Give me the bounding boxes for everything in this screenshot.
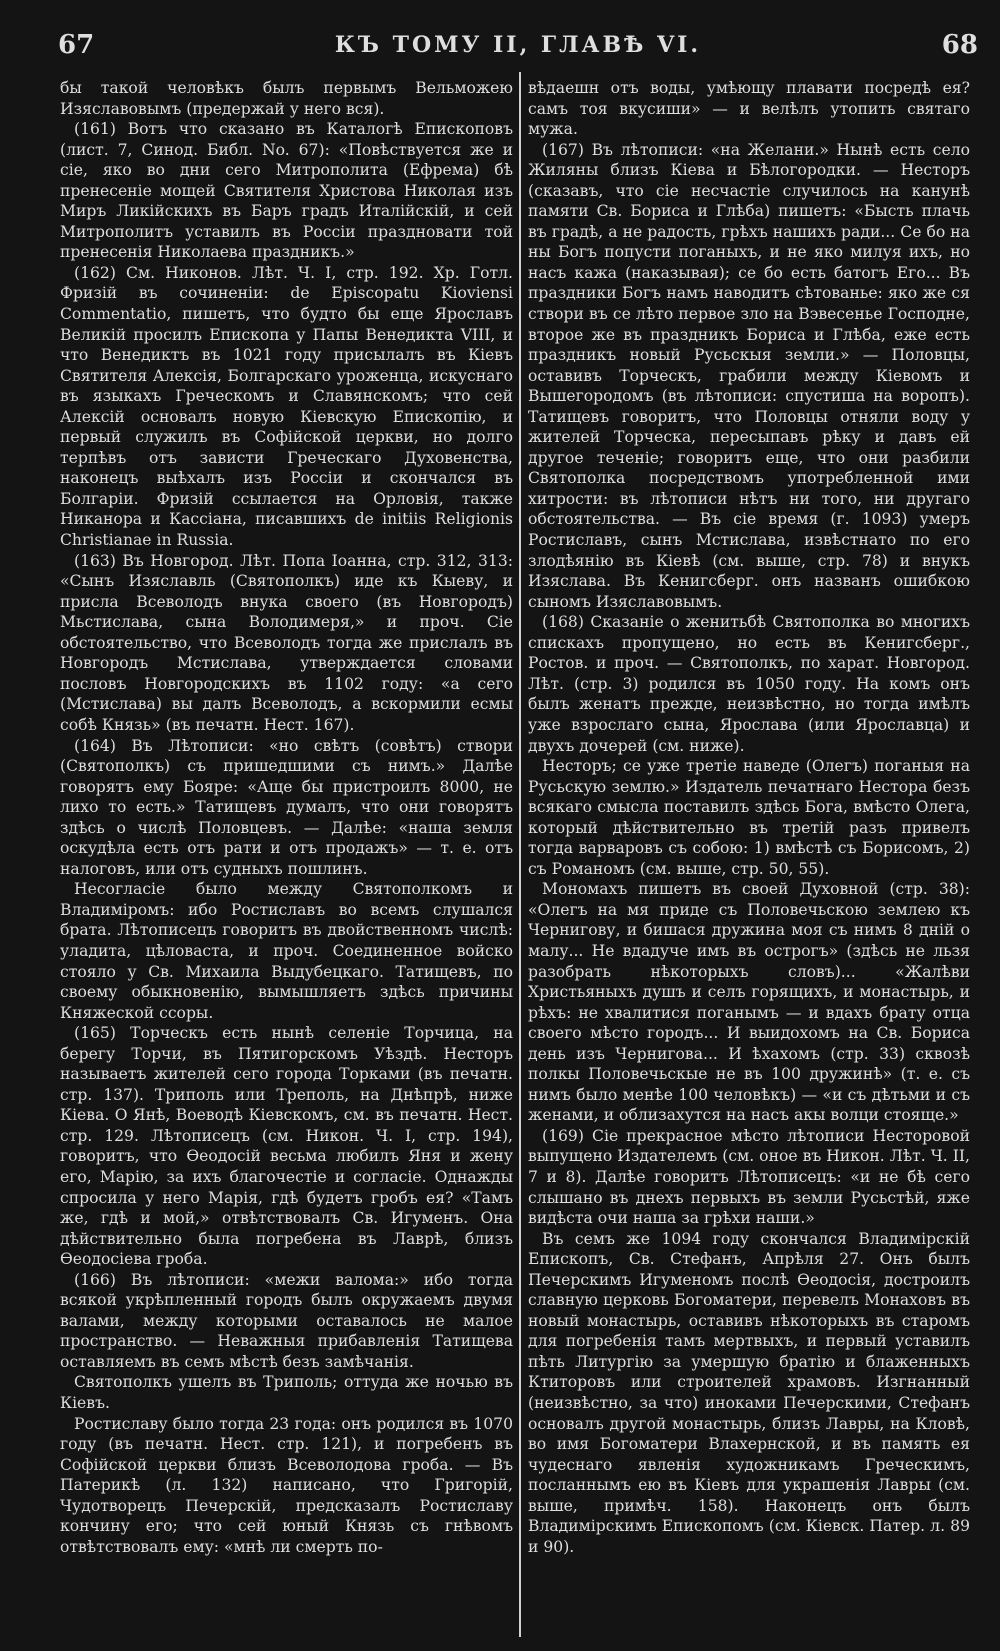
note-166: (166) Въ лѣтописи: «межи валома:» ибо тогда всякой укрѣпленный городъ былъ окружаемъ двумя валами, между которыми оставалось не малое пространство. — Неважныя прибавленія Татищева оставляемъ въ семъ мѣстѣ безъ замѣчанія.	[60, 1270, 513, 1371]
column-divider	[519, 72, 521, 1637]
page-title: КЪ ТОМУ II, ГЛАВѢ VI.	[334, 32, 702, 58]
note-161: (161) Вотъ что сказано въ Каталогѣ Епископовъ (лист. 7, Синод. Библ. No. 67): «Повѣствуется же и сіе, яко во дни сего Митрополита (Ефрема) бѣ пренесеніе мощей Святителя Христова Николая изъ Миръ Ликійскихъ въ Баръ градъ Италійскій, и сей Митрополитъ уставилъ въ Россіи праздновати той пренесенія Николаева праздникъ.»	[60, 120, 513, 262]
note-167: (167) Въ лѣтописи: «на Желани.» Нынѣ есть село Жиляны близъ Кіева и Бѣлогородки. — Несторъ (сказавъ, что сіе несчастіе случилось на канунѣ памяти Св. Бориса и Глѣба) пишетъ: «Бысть плачь въ градѣ, а не радость, грѣхъ нашихъ ради... Се бо на ны Богъ попусти поганыхъ, и не яко милуя ихъ, но насъ кажа (наказывая); се бо есть батогъ Его... Въ праздники Богъ намъ наводитъ сѣтованье: яко же ся створи въ се лѣто первое зло на Вэвесенье Господне, второе же въ праздникъ Бориса и Глѣба, еже есть праздникъ новый Русьскыя земли.» — Половцы, оставивъ Торческъ, грабили между Кіевомъ и Вышегородомъ (въ лѣтописи: спустиша на воропъ). Татищевъ говоритъ, что Половцы отняли воду у жителей Торческа, пересыпавъ рѣку и давъ ей другое теченіе; говоритъ еще, что они разбили Святополка посредствомъ употребленной ими хитрости: въ лѣтописи нѣтъ ни того, ни другаго обстоятельства. — Въ сіе время (г. 1093) умеръ Ростиславъ, сынъ Мстислава, извѣстнато по его злодѣянію въ Кіевѣ (см. выше, стр. 78) и внукъ Изяслава. Въ Кенигсберг. онъ названъ ошибкою сыномъ Изяславовымъ.	[528, 140, 970, 611]
paragraph: Несогласіе было между Святополкомъ и Владиміромъ: ибо Ростиславъ во всемъ слушался брата. Лѣтописецъ говоритъ въ двойственномъ числѣ: уладита, цѣловаста, и проч. Соединенное войско стояло у Св. Михаила Выдубецкаго. Татищевъ, по своему обыкновенію, вымышляетъ здѣсь причины Княжеской ссоры.	[60, 880, 513, 1022]
note-162: (162) См. Никонов. Лѣт. Ч. I, стр. 192. Хр. Готл. Фризій въ сочиненіи: de Episcopatu Kioviensi Commentatio, пишетъ, что будто бы еще Ярославъ Великій просилъ Епископа у Папы Венедикта VIII, и что Венедиктъ въ 1021 году присылалъ въ Кіевъ Святителя Алексія, Болгарскаго уроженца, искуснаго въ языкахъ Греческомъ и Славянскомъ; что сей Алексій основалъ новую Кіевскую Епископію, и первый служилъ въ Софійской церкви, но долго терпѣвъ отъ зависти Греческаго Духовенства, наконецъ выѣхалъ изъ Россіи и скончался въ Болгаріи. Фризій ссылается на Орловія, также Никанора и Кассіана, писавшихъ de initiis Religionis Christianae in Russia.	[60, 263, 513, 550]
paragraph: Въ семъ же 1094 году скончался Владимірскій Епископъ, Св. Стефанъ, Апрѣля 27. Онъ былъ Печерскимъ Игуменомъ послѣ Ѳеодосія, достроилъ славную церковь Богоматери, перевелъ Монаховъ въ новый монастырь, оставивъ нѣкоторыхъ въ старомъ для погребенія тамъ мертвыхъ, и первый уставилъ пѣть Литургію за умершую братію и блаженныхъ Ктиторовъ или строителей храмовъ. Изгнанный (неизвѣстно, за что) иноками Печерскими, Стефанъ основалъ другой монастырь, близъ Лавры, на Кловѣ, во имя Богоматери Влахернской, и въ память ея чудеснаго явленія художникамъ Греческимъ, посланнымъ ею въ Кіевъ для украшенія Лавры (см. выше, примѣч. 158). Наконецъ онъ былъ Владимірскимъ Епископомъ (см. Кіевск. Патер. л. 89 и 90).	[528, 1229, 970, 1556]
note-164: (164) Въ Лѣтописи: «но свѣтъ (совѣтъ) створи (Святополкъ) съ пришедшими съ нимъ.» Далѣе говорятъ ему Бояре: «Аще бы пристроилъ 8000, не лихо то есть.» Татищевъ думалъ, что они говорятъ здѣсь о числѣ Половцевъ. — Далѣе: «наша земля оскудѣла есть отъ рати и отъ продажъ» — т. е. отъ налоговъ, или отъ судныхъ пошлинъ.	[60, 736, 513, 878]
paragraph: Святополкъ ушелъ въ Триполь; оттуда же ночью въ Кіевъ.	[60, 1373, 513, 1412]
page-header	[58, 28, 978, 62]
paragraph: бы такой человѣкъ былъ первымъ Вельможею Изяславовымъ (предержай у него вся).	[60, 79, 513, 118]
note-169: (169) Сіе прекрасное мѣсто лѣтописи Несторовой выпущено Издателемъ (см. оное въ Никон. Лѣт. Ч. II, 7 и 8). Далѣе говоритъ Лѣтописецъ: «и не бѣ сего слышано въ днехъ первыхъ въ земли Русьстѣй, яже видѣста очи наша за грѣхи наши.»	[528, 1126, 970, 1228]
paragraph: Мономахъ пишетъ въ своей Духовной (стр. 38): «Олегъ на мя приде съ Половечьскою землею къ Чернигову, и бишася дружина моя съ нимъ 8 дній о малу... Не вдадуче имъ въ острогъ» (здѣсь не льзя разобрать нѣкоторыхъ словъ)... «Жалѣви Христьяныхъ душъ и селъ горящихъ, и монастырь, и рѣхъ: не хвалитися поганымъ — и вдахъ брату отца своего мѣсто городъ... И выидохомъ на Св. Бориса день изъ Чернигова... И ѣхахомъ (стр. 33) сквозѣ полкы Половечьскые не въ 100 дружинѣ» (т. е. съ нимъ было менѣе 100 человѣкъ) — «и съ дѣтьми и съ женами, и облизахутся на насъ акы волци стояще.»	[528, 880, 970, 1125]
note-165: (165) Торческъ есть нынѣ селеніе Торчица, на берегу Торчи, въ Пятигорскомъ Уѣздѣ. Несторъ называетъ жителей сего города Торками (въ печатн. стр. 137). Триполь или Треполь, на Днѣпрѣ, ниже Кіева. О Янѣ, Воеводѣ Кіевскомъ, см. въ печатн. Нест. стр. 129. Лѣтописецъ (см. Никон. Ч. I, стр. 194), говоритъ, что Ѳеодосій весьма любилъ Яня и жену его, Марію, за ихъ благочестіе и согласіе. Однажды спросила у него Марія, гдѣ будетъ гробъ ея? «Тамъ же, гдѣ и мой,» отвѣтствовалъ Св. Игуменъ. Она дѣйствительно была погребена въ Лаврѣ, близъ Ѳеодосіева гроба.	[60, 1024, 513, 1269]
right-column	[528, 78, 970, 1557]
right-page-number: 68	[941, 30, 978, 60]
paragraph: Ростиславу было тогда 23 года: онъ родился въ 1070 году (въ печатн. Нест. стр. 121), и погребенъ въ Софійской церкви близъ Всеволодова гроба. — Въ Патерикѣ (л. 132) написано, что Григорій, Чудотворецъ Печерскій, предсказалъ Ростиславу кончину его; что сей юный Князь съ гнѣвомъ отвѣтствовалъ ему: «мнѣ ли смерть по-	[60, 1414, 513, 1556]
left-column	[60, 78, 513, 1557]
note-168: (168) Сказаніе о женитьбѣ Святополка во многихъ спискахъ пропущено, но есть въ Кенигсберг., Ростов. и проч. — Святополкъ, по харат. Новгород. Лѣт. (стр. 3) родился въ 1050 году. На комъ онъ былъ женатъ прежде, неизвѣстно, но тогда имѣлъ уже взрослаго сына, Ярослава (или Ярославца) и двухъ дочерей (см. ниже).	[528, 613, 970, 755]
left-page-number: 67	[58, 30, 95, 60]
paragraph: вѣдаешн отъ воды, умѣющу плавати посредѣ ея? самъ тоя вкусиши» — и велѣлъ утопить святаго мужа.	[528, 79, 970, 139]
paragraph: Несторъ; се уже третіе наведе (Олегъ) поганыя на Русьскую землю.» Издатель печатнаго Нестора безъ всякаго смысла поставилъ здѣсь Бога, вмѣсто Олега, который дѣйствительно въ третій разъ привелъ тогда варваровъ съ собою: 1) вмѣстѣ съ Борисомъ, 2) съ Романомъ (см. выше, стр. 50, 55).	[528, 757, 970, 878]
note-163: (163) Въ Новгород. Лѣт. Попа Іоанна, стр. 312, 313: «Сынъ Изяславль (Святополкъ) иде къ Кыеву, и присла Всеволодъ внука своего (въ Новгородъ) Мьстислава, сына Володимеря,» и проч. Сіе обстоятельство, что Всеволодъ тогда же прислалъ въ Новгородъ Мстислава, утверждается словами пословъ Новгородскихъ въ 1102 году: «а сего (Мстислава) вы далъ Всеволодъ, а вскормили есмы собѣ Князь» (въ печатн. Нест. 167).	[60, 551, 513, 734]
